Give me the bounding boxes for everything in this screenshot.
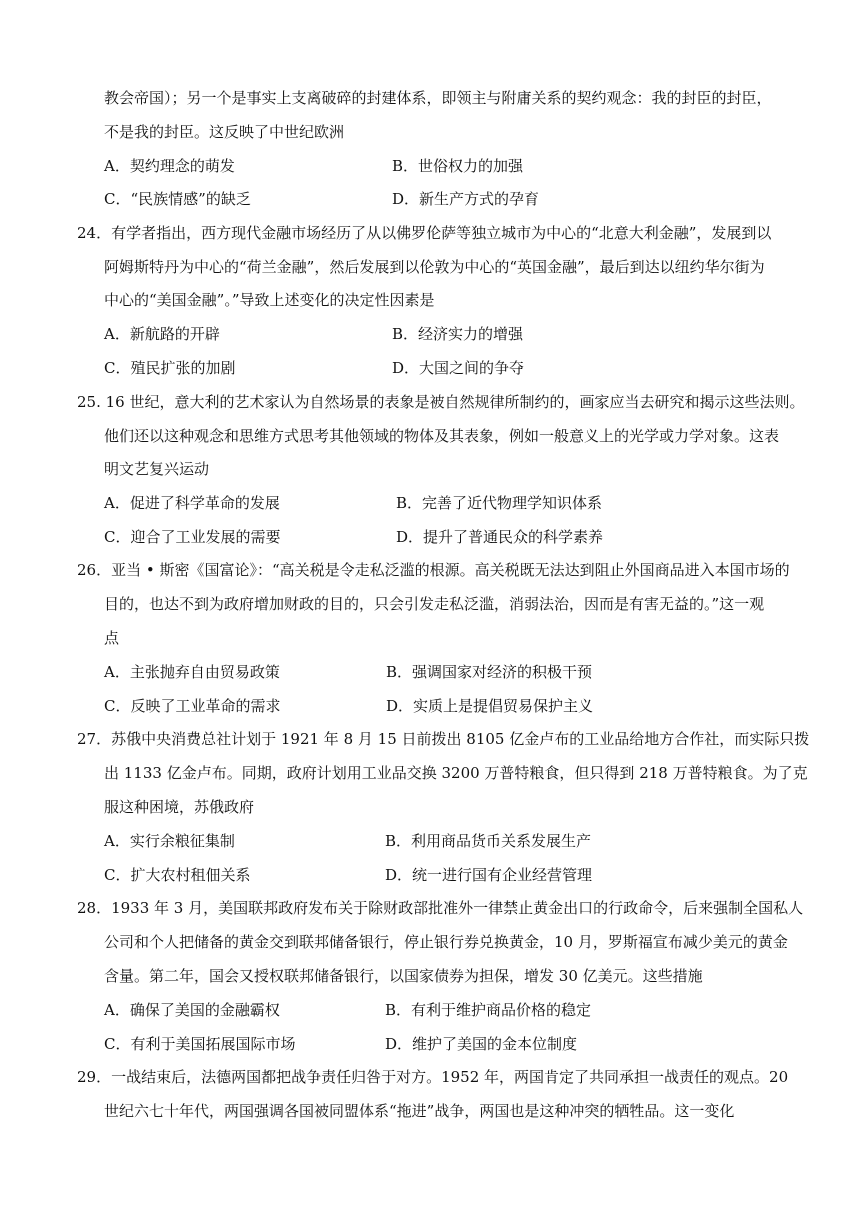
- option-c: C．反映了工业革命的需求: [104, 697, 281, 715]
- question-text-line: 点: [104, 629, 120, 647]
- option-b: B．有利于维护商品价格的稳定: [385, 1001, 592, 1019]
- question-29-stem: 29．一战结束后，法德两国都把战争责任归咎于对方。1952 年，两国肯定了共同承担一战责任的观点。20: [77, 1068, 789, 1086]
- question-27-stem: 27．苏俄中央消费总社计划于 1921 年 8 月 15 日前拨出 8105 亿金卢布的工业品给地方合作社，而实际只拨: [77, 730, 810, 748]
- option-a: A．实行余粮征集制: [104, 832, 235, 850]
- option-c: C．迎合了工业发展的需要: [104, 528, 281, 546]
- option-d: D．统一进行国有企业经营管理: [385, 866, 593, 884]
- option-a: A．促进了科学革命的发展: [104, 494, 280, 512]
- question-text-line: 世纪六七十年代，两国强调各国被同盟体系“拖进”战争，两国也是这种冲突的牺牲品。这一变化: [104, 1102, 735, 1120]
- question-text-line: 服这种困境，苏俄政府: [104, 798, 255, 816]
- option-d: D．大国之间的争夺: [392, 359, 525, 377]
- option-c: C．殖民扩张的加剧: [104, 359, 236, 377]
- option-b: B．完善了近代物理学知识体系: [396, 494, 603, 512]
- question-text-line: 明文艺复兴运动: [104, 460, 210, 478]
- question-26-stem: 26．亚当 • 斯密《国富论》：“高关税是令走私泛滥的根源。高关税既无法达到阻止外国商品进入本国市场的: [77, 561, 790, 579]
- question-text-line: 目的，也达不到为政府增加财政的目的，只会引发走私泛滥，消弱法治，因而是有害无益的。”这一观: [104, 595, 765, 613]
- option-b: B．强调国家对经济的积极干预: [386, 663, 593, 681]
- question-text-line: 教会帝国）；另一个是事实上支离破碎的封建体系，即领主与附庸关系的契约观念：我的封臣的封臣，: [104, 89, 772, 107]
- option-c: C．“民族情感”的缺乏: [104, 190, 251, 208]
- question-text-line: 含量。第二年，国会又授权联邦储备银行，以国家债券为担保，增发 30 亿美元。这些措施: [104, 967, 703, 985]
- option-a: A．主张抛弃自由贸易政策: [104, 663, 280, 681]
- question-text-line: 他们还以这种观念和思维方式思考其他领域的物体及其表象，例如一般意义上的光学或力学对象。这表: [104, 427, 780, 445]
- option-d: D．维护了美国的金本位制度: [385, 1035, 578, 1053]
- option-b: B．经济实力的增强: [392, 325, 524, 343]
- option-d: D．新生产方式的孕育: [392, 190, 540, 208]
- option-a: A．新航路的开辟: [104, 325, 220, 343]
- option-c: C．扩大农村租佃关系: [104, 866, 251, 884]
- option-b: B．利用商品货币关系发展生产: [385, 832, 592, 850]
- question-24-stem: 24．有学者指出，西方现代金融市场经历了从以佛罗伦萨等独立城市为中心的“北意大利金融”，发展到以: [77, 224, 772, 242]
- option-d: D．提升了普通民众的科学素养: [396, 528, 604, 546]
- question-25-stem: 25. 16 世纪，意大利的艺术家认为自然场景的表象是被自然规律所制约的，画家应当去研究和揭示这些法则。: [77, 393, 805, 411]
- question-text-line: 中心的“美国金融”。”导致上述变化的决定性因素是: [104, 291, 435, 309]
- option-b: B．世俗权力的加强: [392, 157, 524, 175]
- option-a: A．确保了美国的金融霸权: [104, 1001, 280, 1019]
- question-text-line: 公司和个人把储备的黄金交到联邦储备银行，停止银行券兑换黄金，10 月，罗斯福宣布减少美元的黄金: [104, 933, 788, 951]
- question-text-line: 阿姆斯特丹为中心的“荷兰金融”，然后发展到以伦敦为中心的“英国金融”，最后到达以纽约华尔街为: [104, 258, 765, 276]
- option-a: A．契约理念的萌发: [104, 157, 235, 175]
- option-c: C．有利于美国拓展国际市场: [104, 1035, 296, 1053]
- question-28-stem: 28．1933 年 3 月，美国联邦政府发布关于除财政部批准外一律禁止黄金出口的行政命令，后来强制全国私人: [77, 899, 804, 917]
- question-text-line: 不是我的封臣。这反映了中世纪欧洲: [104, 123, 345, 141]
- option-d: D．实质上是提倡贸易保护主义: [386, 697, 594, 715]
- question-text-line: 出 1133 亿金卢布。同期，政府计划用工业品交换 3200 万普特粮食，但只得到 218 万普特粮食。为了克: [104, 764, 808, 782]
